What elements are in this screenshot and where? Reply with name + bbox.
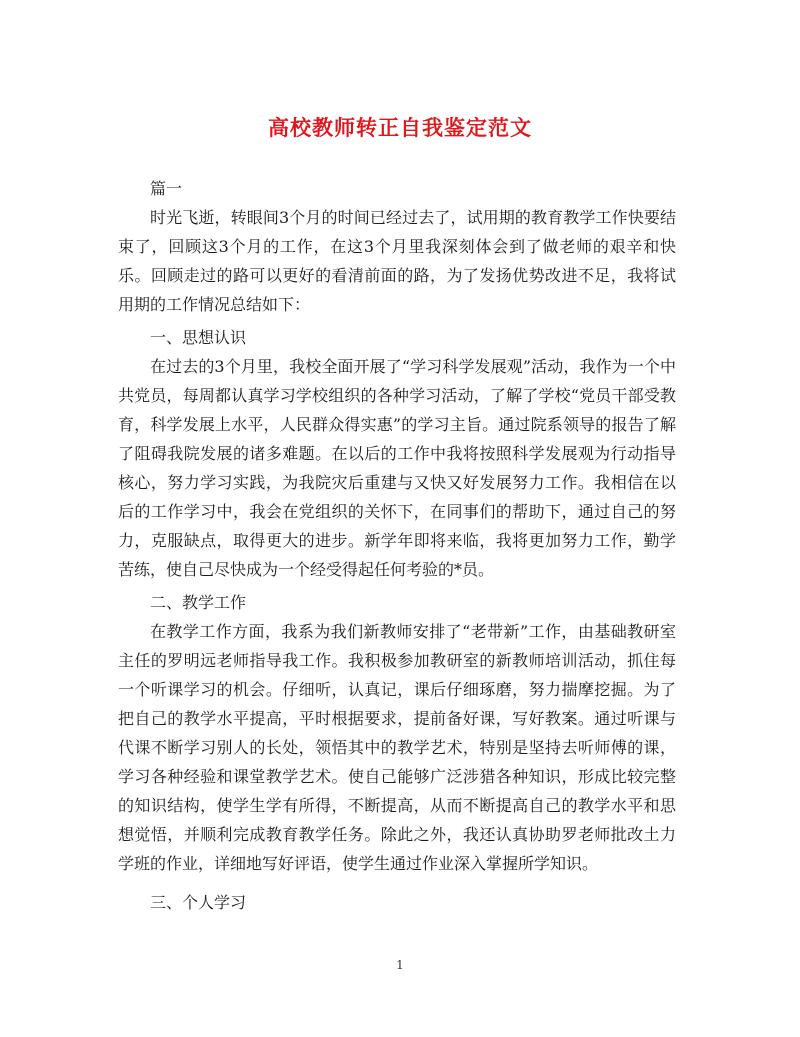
document-body bbox=[118, 174, 676, 917]
page-number: 1 bbox=[396, 958, 404, 972]
paragraph-intro: 时光飞逝，转眼间3个月的时间已经过去了，试用期的教育教学工作快要结束了，回顾这3个月的工作，在这3个月里我深刻体会到了做老师的艰辛和快乐。回顾走过的路可以更好的看清前面的路，为了发扬优势改进不足，我将试用期的工作情况总结如下： bbox=[118, 208, 676, 314]
heading-teaching: 二、教学工作 bbox=[150, 593, 247, 612]
document-title: 高校教师转正自我鉴定范文 bbox=[268, 115, 532, 140]
heading-study: 三、个人学习 bbox=[150, 893, 247, 912]
section-label: 篇一 bbox=[150, 179, 183, 198]
paragraph-thought: 在过去的3个月里，我校全面开展了“学习科学发展观”活动，我作为一个中共党员，每周都认真学习学校组织的各种学习活动，了解了学校“党员干部受教育，科学发展上水平，人民群众得实惠”的学习主旨。通过院系领导的报告了解了阻碍我院发展的诸多难题。在以后的工作中我将按照科学发展观为行动指导核心，努力学习实践，为我院灾后重建与又快又好发展努力工作。我相信在以后的工作学习中，我会在党组织的关怀下，在同事们的帮助下，通过自己的努力，克服缺点，取得更大的进步。新学年即将来临，我将更加努力工作，勤学苦练，使自己尽快成为一个经受得起任何考验的*员。 bbox=[118, 357, 676, 579]
heading-thought: 一、思想认识 bbox=[150, 328, 247, 347]
paragraph-teaching: 在教学工作方面，我系为我们新教师安排了“老带新”工作，由基础教研室主任的罗明远老师指导我工作。我积极参加教研室的新教师培训活动，抓住每一个听课学习的机会。仔细听，认真记，课后仔细琢磨，努力揣摩挖掘。为了把自己的教学水平提高，平时根据要求，提前备好课，写好教案。通过听课与代课不断学习别人的长处，领悟其中的教学艺术，特别是坚持去听师傅的课，学习各种经验和课堂教学艺术。使自己能够广泛涉猎各种知识，形成比较完整的知识结构，使学生学有所得，不断提高，从而不断提高自己的教学水平和思想觉悟，并顺利完成教育教学任务。除此之外，我还认真协助罗老师批改土力学班的作业，详细地写好评语，使学生通过作业深入掌握所学知识。 bbox=[118, 622, 676, 873]
